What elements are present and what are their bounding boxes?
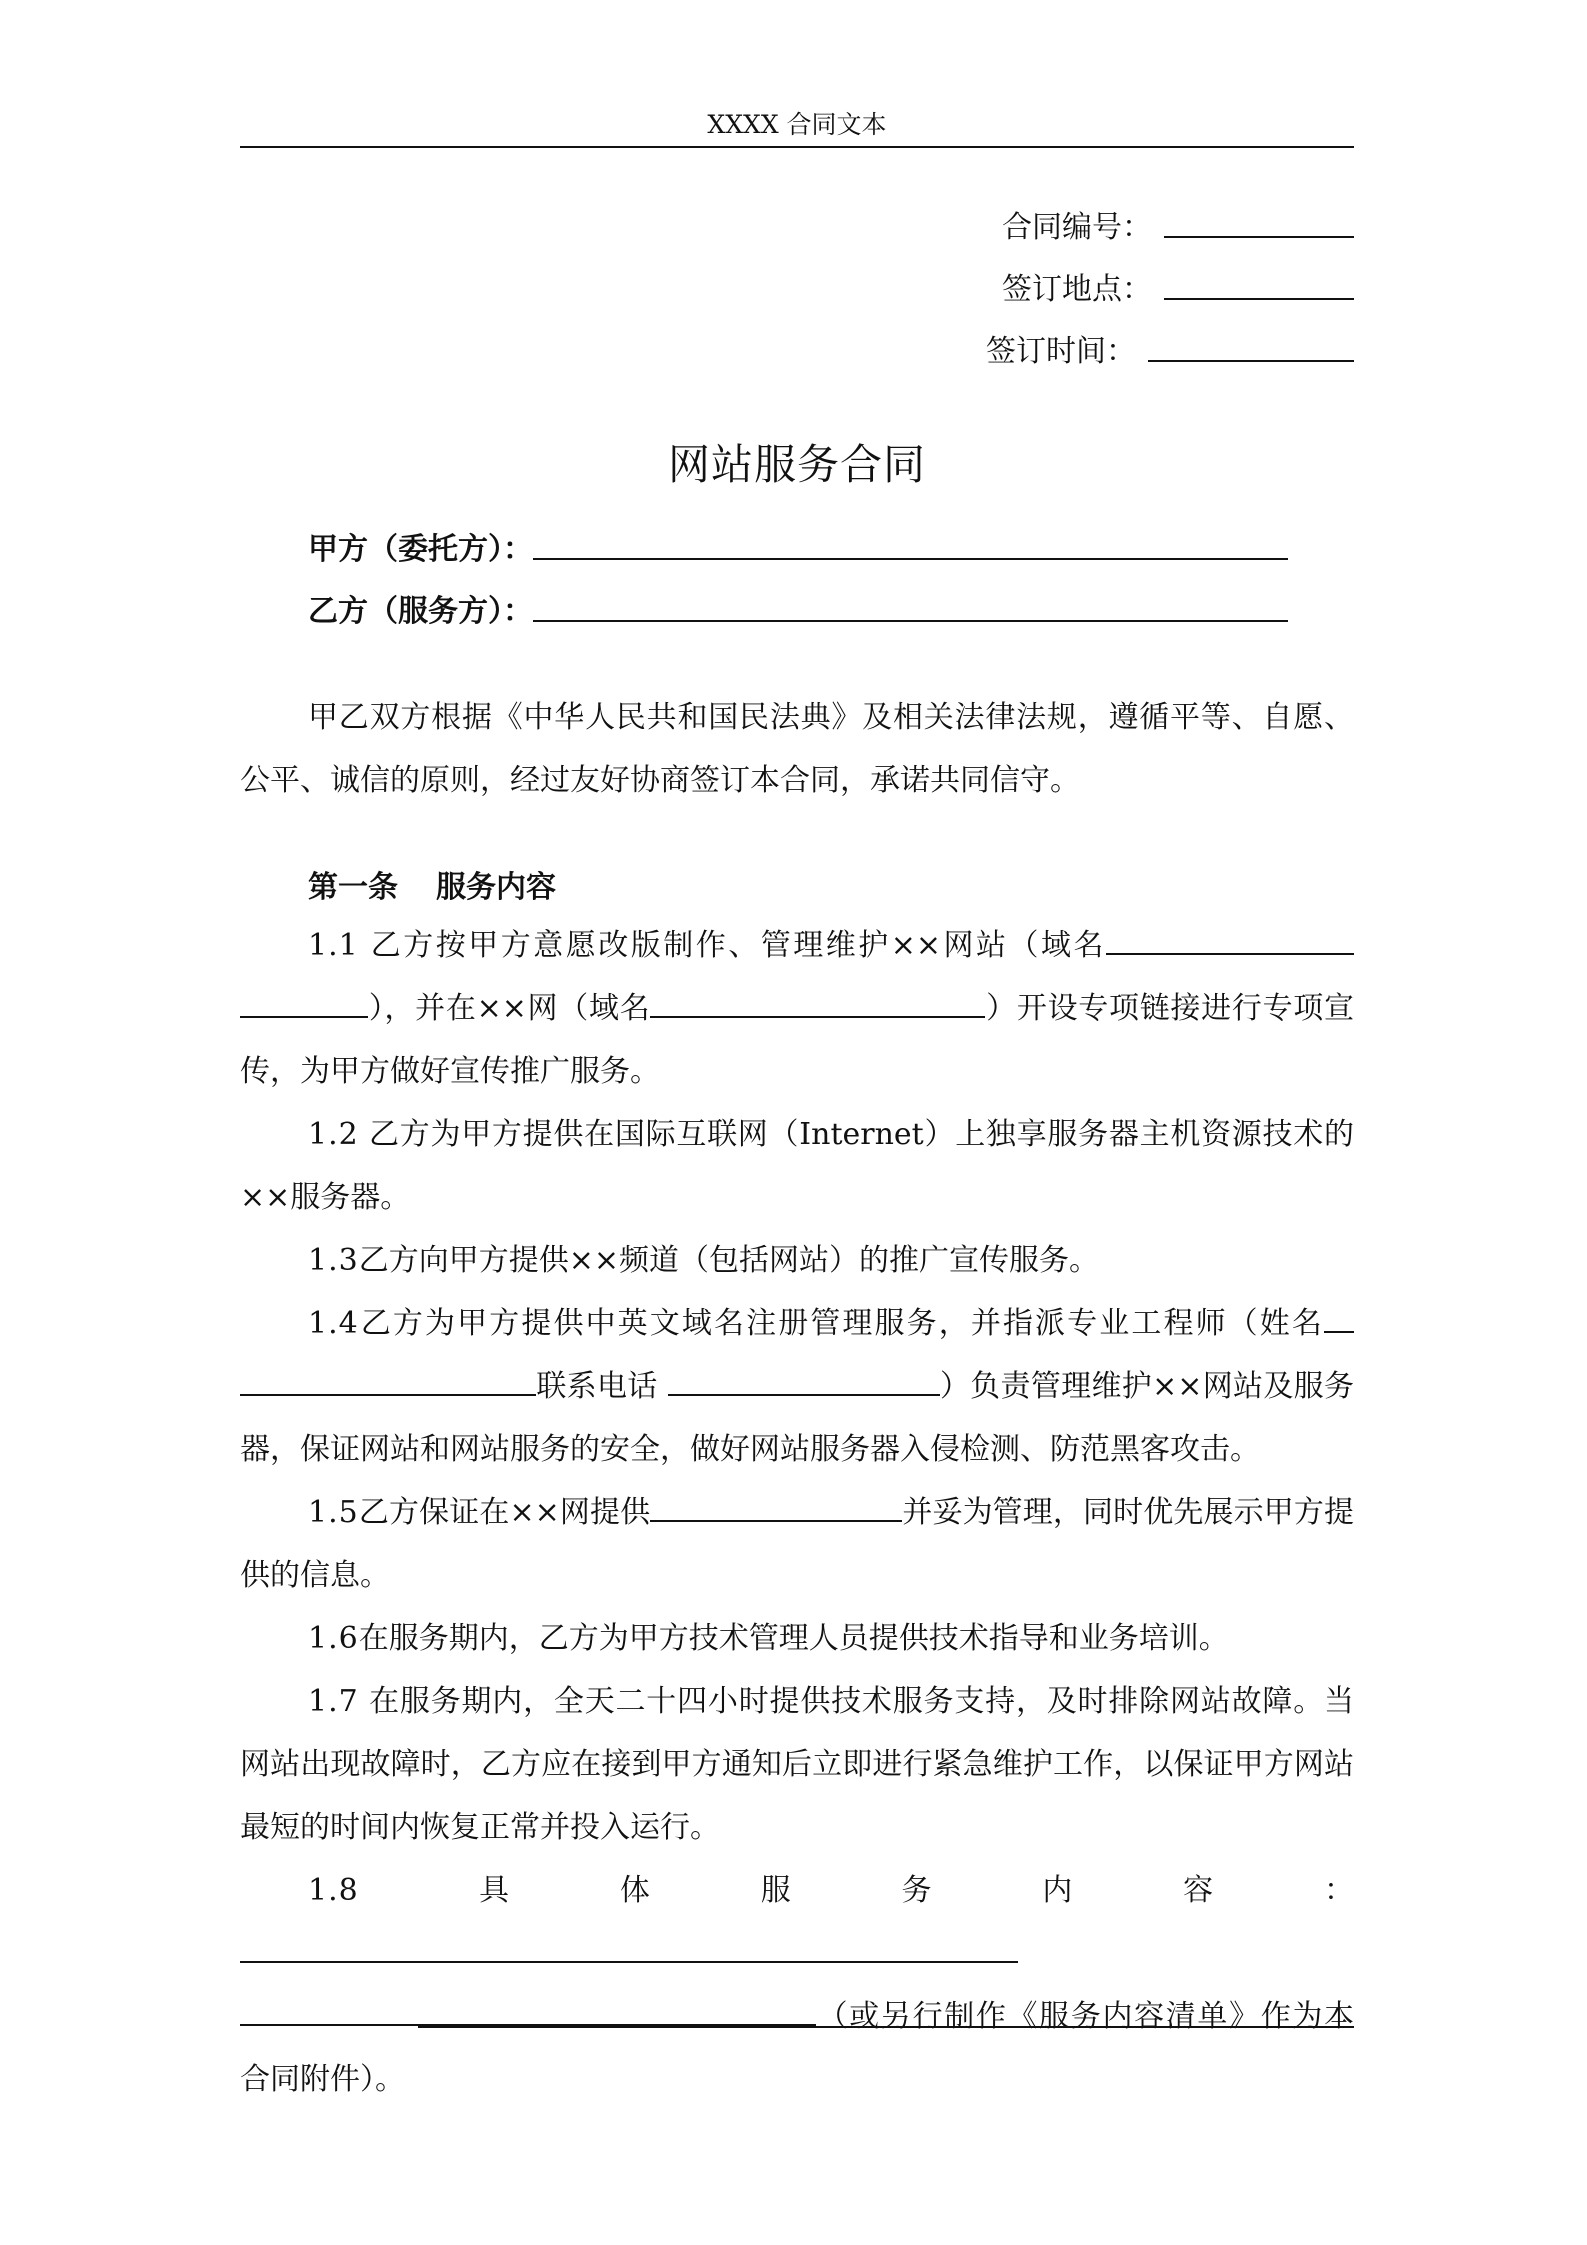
clause-text: 在服务期内，乙方为甲方技术管理人员提供技术指导和业务培训。 (358, 1621, 1229, 1656)
party-b-label: 乙方（服务方）： (308, 594, 533, 629)
clause-text: 乙方按甲方意愿改版制作、管理维护××网站（域名 (370, 928, 1106, 963)
clause-number: 1.2 (308, 1117, 359, 1152)
clause-text: 并妥为管理，同时优先展示甲方提供的信息。 (240, 1495, 1355, 1593)
clause-text: 具体服务内容： (479, 1873, 1354, 1908)
clause-text: 联系电话 (536, 1369, 658, 1404)
phone-blank[interactable] (668, 1364, 940, 1396)
domain-blank[interactable] (1106, 923, 1354, 955)
article-1-heading (308, 862, 556, 906)
party-a-row (308, 524, 1288, 568)
party-a-label: 甲方（委托方）： (308, 532, 533, 567)
sign-place-row (1002, 264, 1354, 308)
clause-number: 1.1 (308, 928, 359, 963)
service-content-blank-cont[interactable] (240, 1994, 816, 2026)
party-a-blank[interactable] (533, 558, 1288, 560)
clause-1-8 (240, 1859, 1354, 2111)
party-b-blank[interactable] (533, 620, 1288, 622)
attachment-blank[interactable] (418, 2026, 1354, 2028)
engineer-name-blank-cont[interactable] (240, 1364, 536, 1396)
clause-number: 1.4 (308, 1306, 359, 1341)
domain-blank-cont[interactable] (240, 986, 368, 1018)
page-header: XXXX 合同文本 (707, 110, 887, 139)
clause-1-7 (240, 1670, 1354, 1859)
clause-number: 1.7 (308, 1684, 359, 1719)
clause-text: ），并在××网（域名 (368, 991, 651, 1026)
sign-place-blank[interactable] (1164, 294, 1354, 300)
contract-number-blank[interactable] (1164, 232, 1354, 238)
clause-1-4 (240, 1292, 1354, 1481)
clause-1-3 (240, 1229, 1354, 1292)
clause-number: 1.3 (308, 1243, 359, 1278)
party-b-row (308, 586, 1288, 630)
clause-1-5 (240, 1481, 1354, 1607)
sign-time-row (986, 326, 1354, 370)
preamble: 甲乙双方根据《中华人民共和国民法典》及相关法律法规，遵循平等、自愿、公平、诚信的原则，经过友好协商签订本合同，承诺共同信守。 (240, 700, 1354, 798)
clause-text: 乙方向甲方提供××频道（包括网站）的推广宣传服务。 (358, 1243, 1099, 1278)
clause-text: 乙方为甲方提供中英文域名注册管理服务，并指派专业工程师（姓名 (358, 1306, 1324, 1341)
clause-text: ）开设专项链接进行专项宣传，为甲方做好宣传推广服务。 (240, 991, 1354, 1089)
sign-time-label: 签订时间： (986, 334, 1136, 369)
document-title: 网站服务合同 (667, 440, 926, 489)
article-1-number: 第一条 (308, 870, 398, 905)
domain-blank-2[interactable] (650, 986, 985, 1018)
clause-number: 1.5 (308, 1495, 359, 1530)
header-divider (240, 146, 1354, 148)
clause-number: 1.8 (308, 1873, 359, 1908)
clause-1-1 (240, 914, 1354, 1103)
engineer-name-blank[interactable] (1324, 1301, 1354, 1333)
service-content-blank[interactable] (240, 1931, 1018, 1963)
provided-item-blank[interactable] (650, 1490, 902, 1522)
article-1-title: 服务内容 (436, 870, 556, 905)
contract-number-row (1002, 202, 1354, 246)
clause-text: ）负责管理维护××网站及服务器，保证网站和网站服务的安全，做好网站服务器入侵检测、防范黑客攻击。 (240, 1369, 1354, 1467)
clause-text: 在服务期内，全天二十四小时提供技术服务支持，及时排除网站故障。当网站出现故障时，乙方应在接到甲方通知后立即进行紧急维护工作，以保证甲方网站最短的时间内恢复正常并投入运行。 (240, 1684, 1354, 1845)
sign-place-label: 签订地点： (1002, 272, 1152, 307)
clause-text: 乙方保证在××网提供 (358, 1495, 651, 1530)
sign-time-blank[interactable] (1148, 356, 1354, 362)
clause-1-6 (240, 1607, 1354, 1670)
clause-text: 乙方为甲方提供在国际互联网（Internet）上独享服务器主机资源技术的××服务器。 (240, 1117, 1354, 1215)
contract-number-label: 合同编号： (1002, 210, 1152, 245)
clause-1-2 (240, 1103, 1354, 1229)
clause-text: （或另行制作《服务内容清单》作为本合同附件）。 (240, 1999, 1354, 2097)
clause-number: 1.6 (308, 1621, 359, 1656)
